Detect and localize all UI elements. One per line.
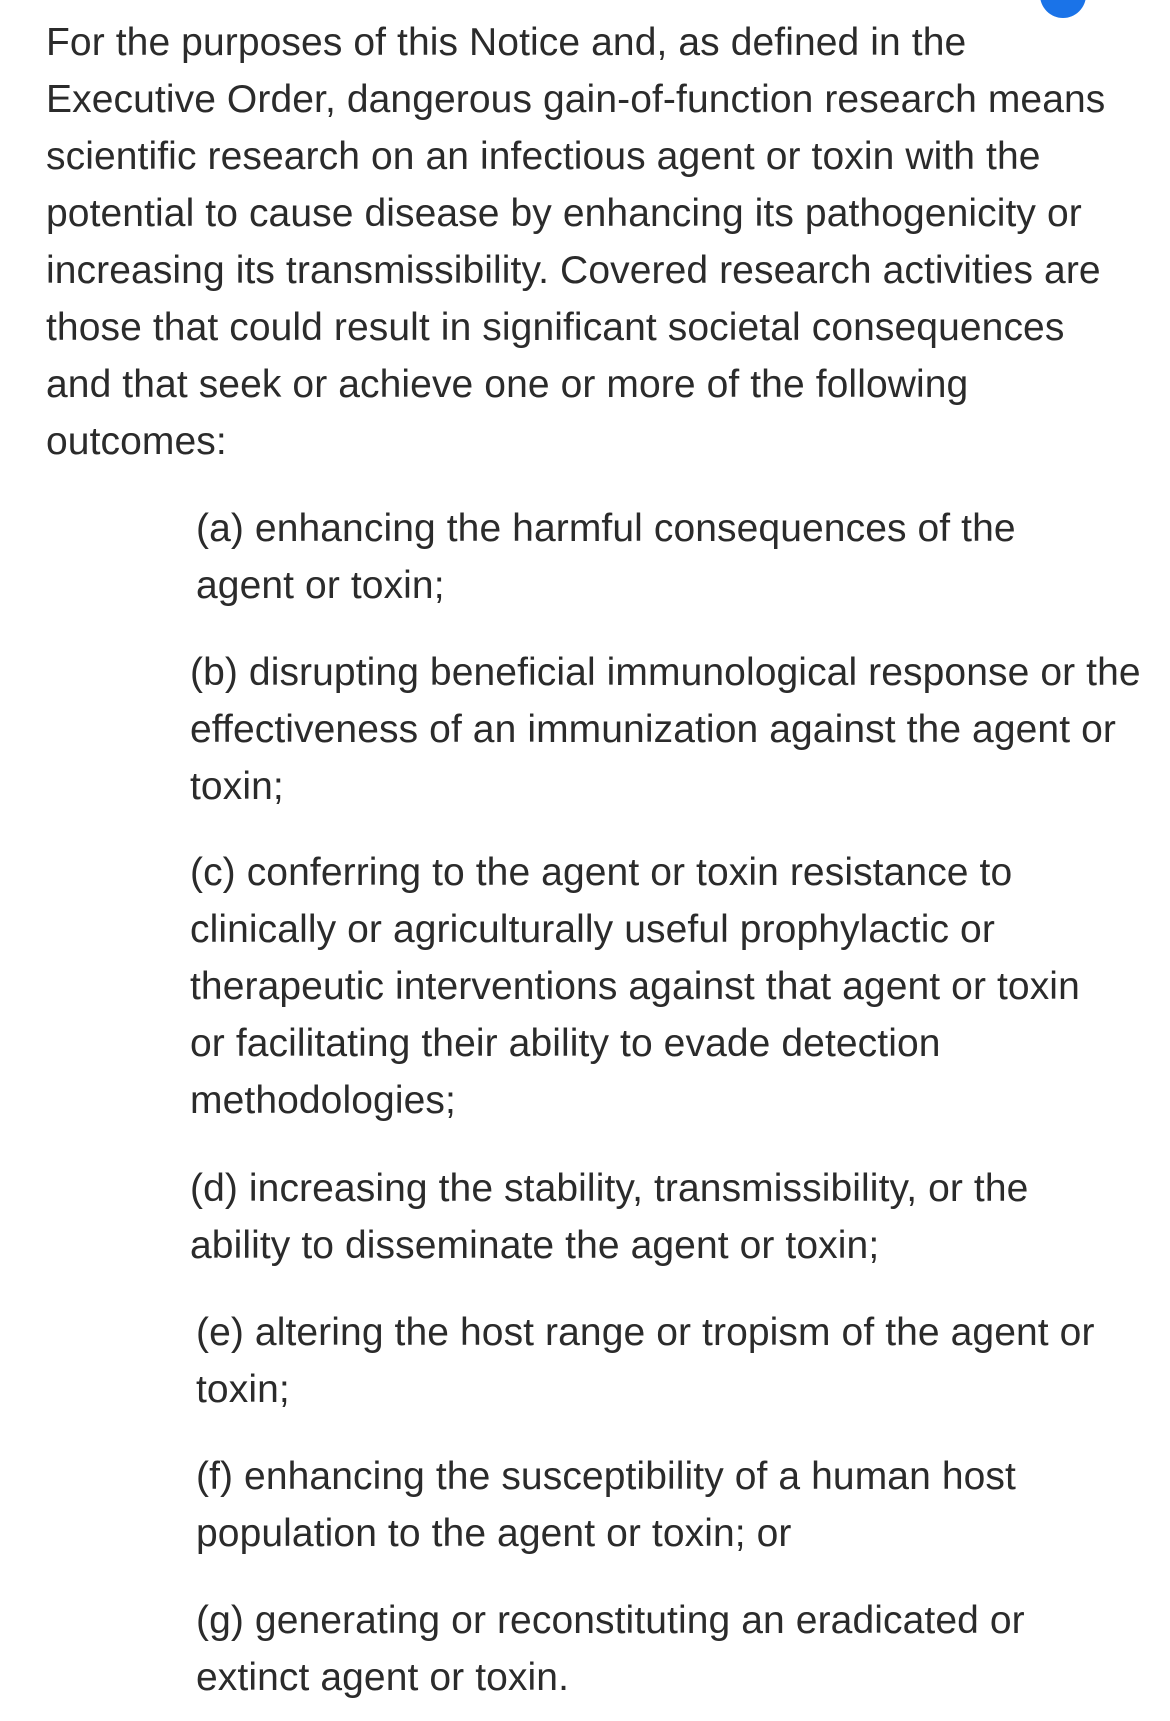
outcome-item-a: (a) enhancing the harmful consequences of the agent or toxin; bbox=[196, 507, 1016, 607]
outcome-item-c: (c) conferring to the agent or toxin resistance to clinically or agriculturally useful prophylactic or therapeutic interventions against that agent or toxin or facilitating their ability to evade detection methodologies; bbox=[190, 851, 1080, 1122]
outcome-item-b: (b) disrupting beneficial immunological response or the effectiveness of an immunization against the agent or toxin; bbox=[190, 651, 1141, 808]
outcome-item-g: (g) generating or reconstituting an eradicated or extinct agent or toxin. bbox=[196, 1599, 1025, 1699]
outcome-item-d: (d) increasing the stability, transmissibility, or the ability to disseminate the agent or toxin; bbox=[190, 1167, 1029, 1267]
intro-paragraph: For the purposes of this Notice and, as defined in the Executive Order, dangerous gain-of-function research means scientific research on an infectious agent or toxin with the potential to cause disease by enhancing its pathogenicity or increasing its transmissibility. Covered research activities are those that could result in significant societal consequences and that seek or achieve one or more of the following outcomes: bbox=[46, 21, 1106, 463]
outcome-item-e: (e) altering the host range or tropism of the agent or toxin; bbox=[196, 1311, 1095, 1411]
outcome-item-f: (f) enhancing the susceptibility of a human host population to the agent or toxin; or bbox=[196, 1455, 1016, 1555]
